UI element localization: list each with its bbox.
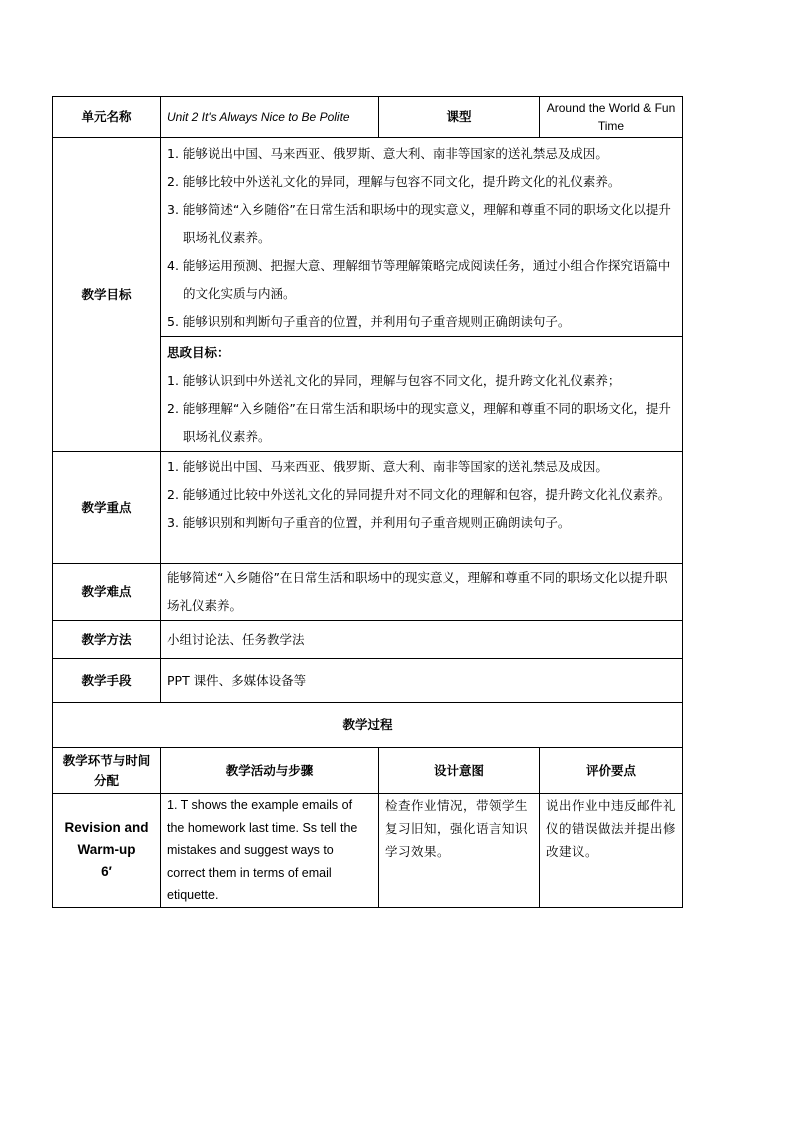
objectives-label: 教学目标 [53,138,161,452]
key-points-list [161,452,683,564]
difficulties-row [53,564,683,621]
objective-item: 4. 能够运用预测、把握大意、理解细节等理解策略完成阅读任务，通过小组合作探究语篇中的文化实质与内涵。 [167,258,671,301]
objective-item: 5. 能够识别和判断句子重音的位置，并利用句子重音规则正确朗读句子。 [167,314,571,329]
column-header-stage: 教学环节与时间分配 [53,748,161,794]
lesson-plan-table [52,96,683,908]
means-row [53,659,683,703]
stage-name: Revision and Warm-up [64,820,149,858]
objective-item: 1. 能够说出中国、马来西亚、俄罗斯、意大利、南非等国家的送礼禁忌及成因。 [167,146,608,161]
objective-item: 3. 能够简述“入乡随俗”在日常生活和职场中的现实意义，理解和尊重不同的职场文化以提升职场礼仪素养。 [167,202,671,245]
difficulties-text: 能够简述“入乡随俗”在日常生活和职场中的现实意义，理解和尊重不同的职场文化以提升职场礼仪素养。 [161,564,683,621]
column-header-activity: 教学活动与步骤 [161,748,379,794]
key-points-label: 教学重点 [53,452,161,564]
key-point-item: 3. 能够识别和判断句子重音的位置，并利用句子重音规则正确朗读句子。 [167,515,571,530]
objectives-list [161,138,683,337]
process-row [53,794,683,908]
column-header-evaluation: 评价要点 [540,748,683,794]
unit-row [53,97,683,138]
methods-label: 教学方法 [53,621,161,659]
means-text: PPT 课件、多媒体设备等 [161,659,683,703]
unit-value: Unit 2 It's Always Nice to Be Polite [161,97,379,138]
ideology-item: 1. 能够认识到中外送礼文化的异同，理解与包容不同文化，提升跨文化礼仪素养； [167,373,621,388]
evaluation-cell: 说出作业中违反邮件礼仪的错误做法并提出修改建议。 [540,794,683,908]
ideology-title: 思政目标： [167,345,230,360]
objectives-row [53,138,683,337]
process-title: 教学过程 [53,703,683,748]
stage-time: 6′ [101,864,112,880]
intent-cell: 检查作业情况，带领学生复习旧知，强化语言知识学习效果。 [379,794,540,908]
key-point-item: 2. 能够通过比较中外送礼文化的异同提升对不同文化的理解和包容，提升跨文化礼仪素养。 [167,487,671,502]
ideology-item: 2. 能够理解“入乡随俗”在日常生活和职场中的现实意义，理解和尊重不同的职场文化，提升职场礼仪素养。 [167,401,671,444]
process-title-row [53,703,683,748]
stage-cell [53,794,161,908]
objective-item: 2. 能够比较中外送礼文化的异同，理解与包容不同文化，提升跨文化的礼仪素养。 [167,174,621,189]
process-header-row [53,748,683,794]
key-point-item: 1. 能够说出中国、马来西亚、俄罗斯、意大利、南非等国家的送礼禁忌及成因。 [167,459,608,474]
type-value: Around the World & Fun Time [540,97,683,138]
means-label: 教学手段 [53,659,161,703]
activity-cell: 1. T shows the example emails of the homework last time. Ss tell the mistakes and suggest ways to correct them in terms of email etiquette. [161,794,379,908]
methods-text: 小组讨论法、任务教学法 [161,621,683,659]
column-header-intent: 设计意图 [379,748,540,794]
unit-label: 单元名称 [53,97,161,138]
methods-row [53,621,683,659]
difficulties-label: 教学难点 [53,564,161,621]
ideology-list [161,337,683,452]
key-points-row [53,452,683,564]
type-label: 课型 [379,97,540,138]
